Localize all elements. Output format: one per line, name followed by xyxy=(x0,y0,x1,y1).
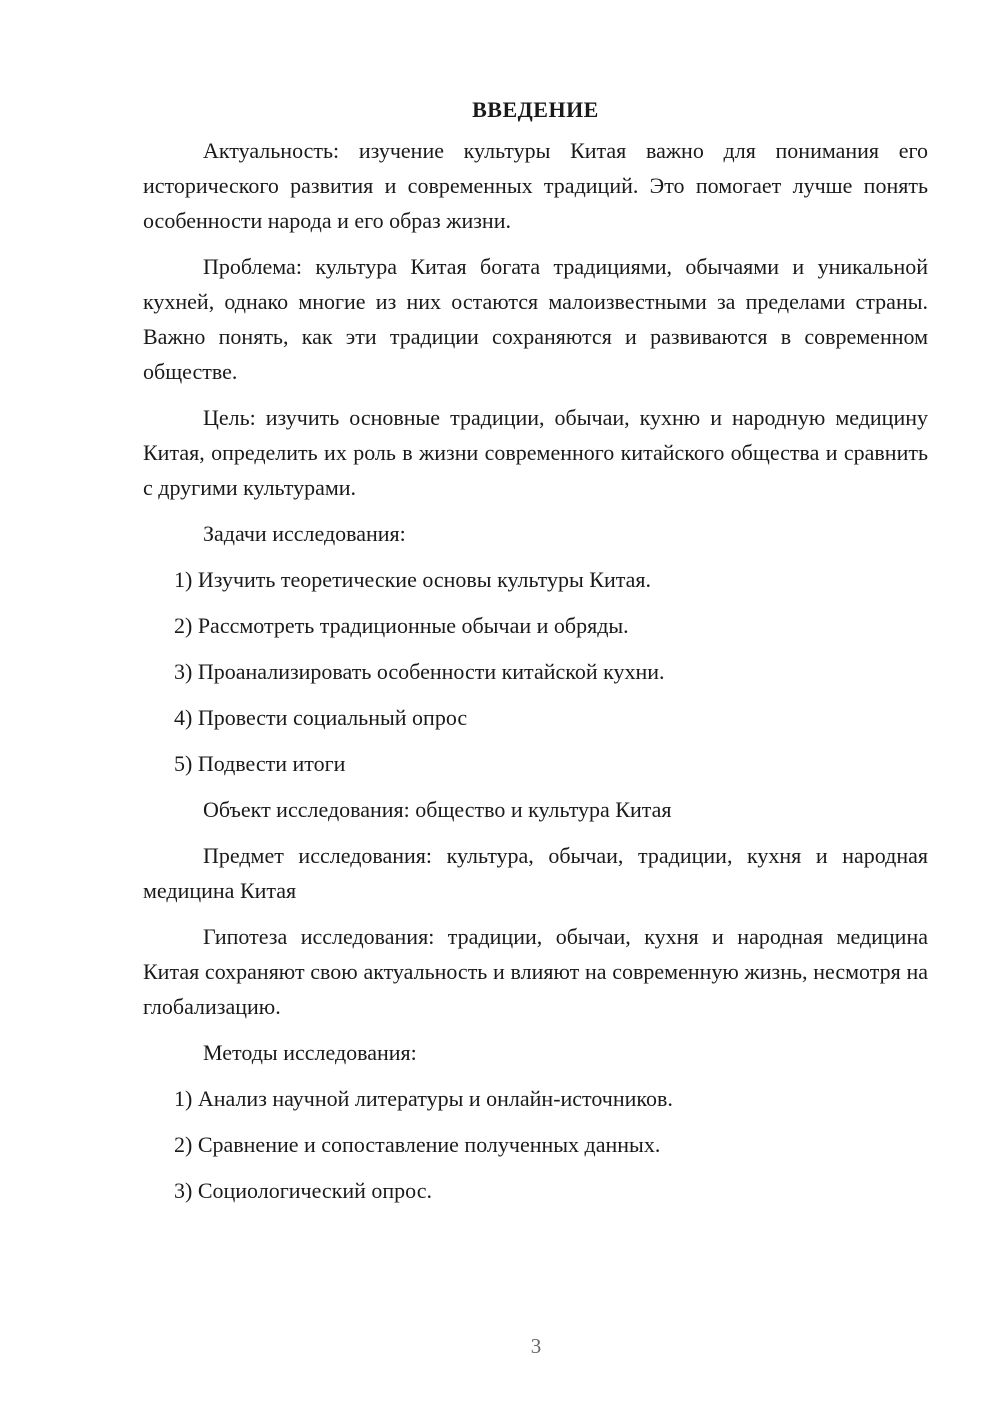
object-paragraph: Объект исследования: общество и культура Китая xyxy=(203,797,672,822)
list-item: 4) Провести социальный опрос xyxy=(174,705,468,730)
list-item: 3) Социологический опрос. xyxy=(174,1178,432,1203)
methods-heading: Методы исследования: xyxy=(203,1040,417,1065)
document-page xyxy=(143,93,928,1219)
hypothesis-paragraph: Гипотеза исследования: традиции, обычаи, кухня и народная медицина Китая сохраняют свою актуальность и влияют на современную жизнь, несмотря на глобализацию. xyxy=(143,924,928,1019)
list-item: 2) Рассмотреть традиционные обычаи и обряды. xyxy=(174,613,629,638)
list-item: 5) Подвести итоги xyxy=(174,751,346,776)
problem-paragraph: Проблема: культура Китая богата традициями, обычаями и уникальной кухней, однако многие из них остаются малоизвестными за пределами страны. Важно понять, как эти традиции сохраняются и развиваются в современном обществе. xyxy=(143,254,928,384)
list-item: 2) Сравнение и сопоставление полученных данных. xyxy=(174,1132,661,1157)
tasks-list xyxy=(143,562,928,781)
tasks-heading: Задачи исследования: xyxy=(203,521,406,546)
subject-paragraph: Предмет исследования: культура, обычаи, традиции, кухня и народная медицина Китая xyxy=(143,843,928,903)
methods-list xyxy=(143,1081,928,1208)
page-title: ВВЕДЕНИЕ xyxy=(472,97,599,122)
list-item: 1) Анализ научной литературы и онлайн-источников. xyxy=(174,1086,673,1111)
page-number: 3 xyxy=(530,1334,542,1358)
goal-paragraph: Цель: изучить основные традиции, обычаи, кухню и народную медицину Китая, определить их роль в жизни современного китайского общества и сравнить с другими культурами. xyxy=(143,405,928,500)
relevance-paragraph: Актуальность: изучение культуры Китая важно для понимания его исторического развития и современных традиций. Это помогает лучше понять особенности народа и его образ жизни. xyxy=(143,138,928,233)
list-item: 1) Изучить теоретические основы культуры Китая. xyxy=(174,567,651,592)
list-item: 3) Проанализировать особенности китайской кухни. xyxy=(174,659,665,684)
